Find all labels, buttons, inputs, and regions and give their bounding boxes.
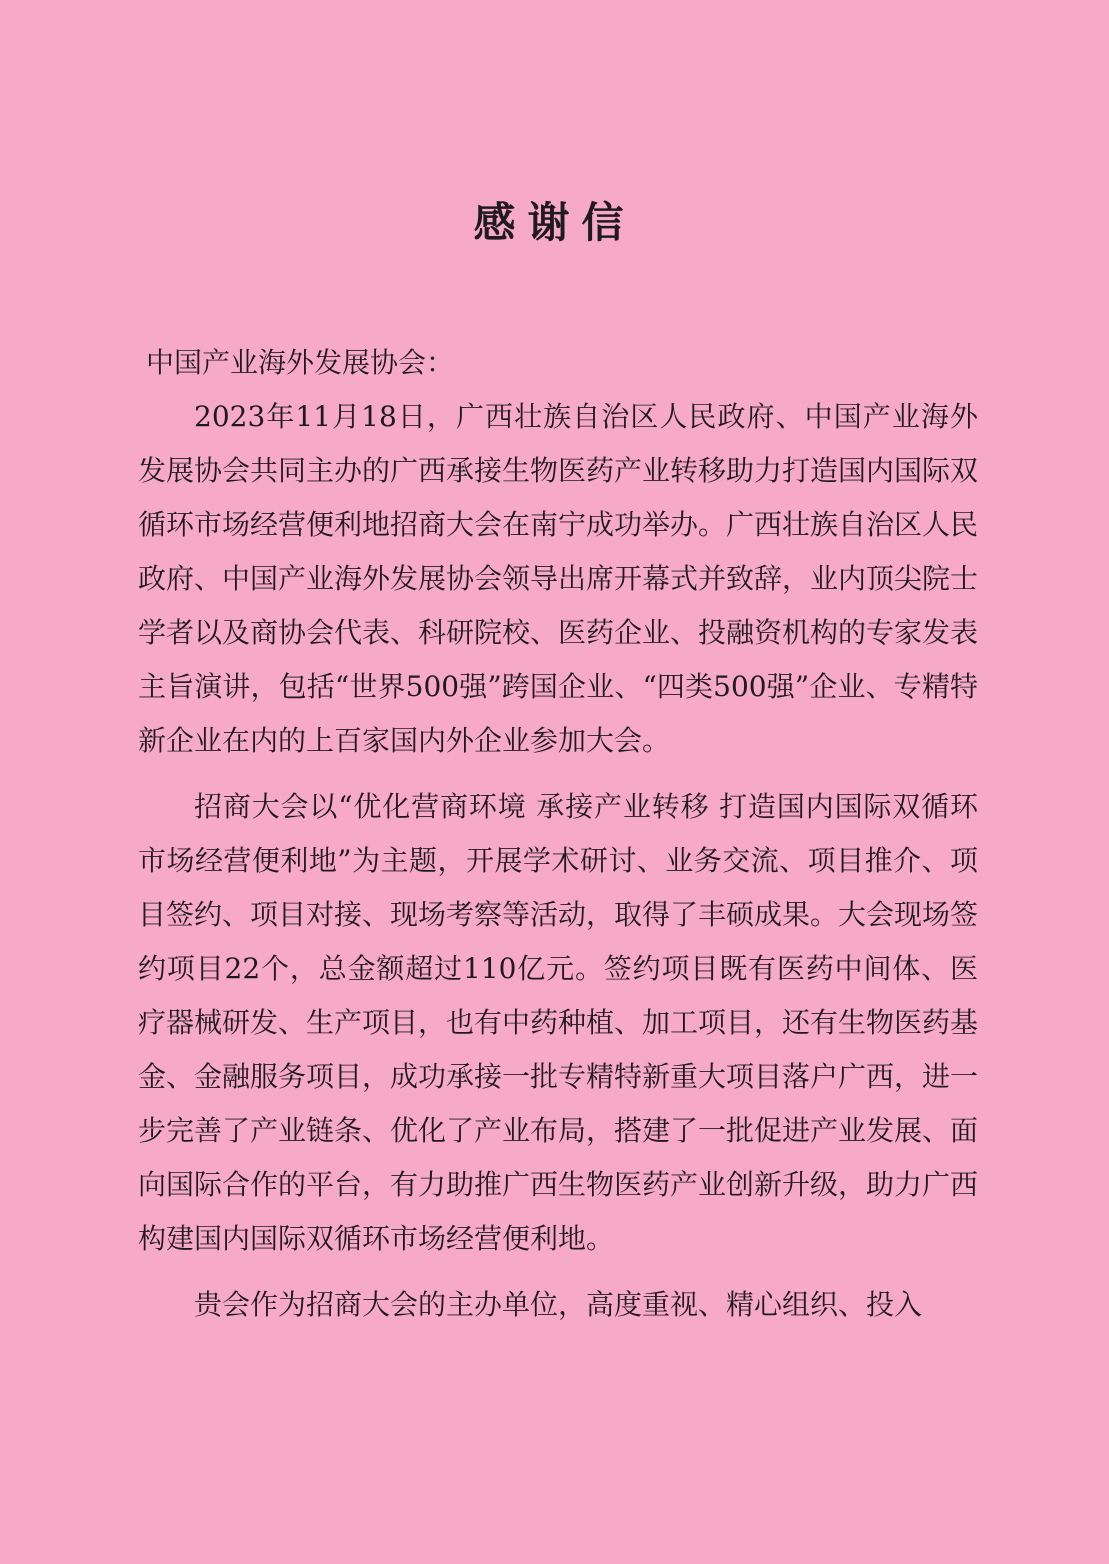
letter-title: 感谢信 xyxy=(473,198,636,247)
body-paragraph-3: 贵会作为招商大会的主办单位，高度重视、精心组织、投入 xyxy=(194,1288,923,1321)
body-paragraph-1: 2023年11月18日，广西壮族自治区人民政府、中国产业海外发展协会共同主办的广西承接生物医药产业转移助力打造国内国际双循环市场经营便利地招商大会在南宁成功举办。广西壮族自治区人民政府、中国产业海外发展协会领导出席开幕式并致辞，业内顶尖院士学者以及商协会代表、科研院校、医药企业、投融资机构的专家发表主旨演讲，包括“世界500强”跨国企业、“四类500强”企业、专精特新企业在内的上百家国内外企业参加大会。 xyxy=(138,400,979,757)
letter-body xyxy=(138,336,978,1332)
body-paragraph-2: 招商大会以“优化营商环境 承接产业转移 打造国内国际双循环市场经营便利地”为主题，开展学术研讨、业务交流、项目推介、项目签约、项目对接、现场考察等活动，取得了丰硕成果。大会现场签约项目22个，总金额超过110亿元。签约项目既有医药中间体、医疗器械研发、生产项目，也有中药种植、加工项目，还有生物医药基金、金融服务项目，成功承接一批专精特新重大项目落户广西，进一步完善了产业链条、优化了产业布局，搭建了一批促进产业发展、面向国际合作的平台，有力助推广西生物医药产业创新升级，助力广西构建国内国际双循环市场经营便利地。 xyxy=(138,790,979,1255)
greeting-line: 中国产业海外发展协会： xyxy=(146,346,455,379)
